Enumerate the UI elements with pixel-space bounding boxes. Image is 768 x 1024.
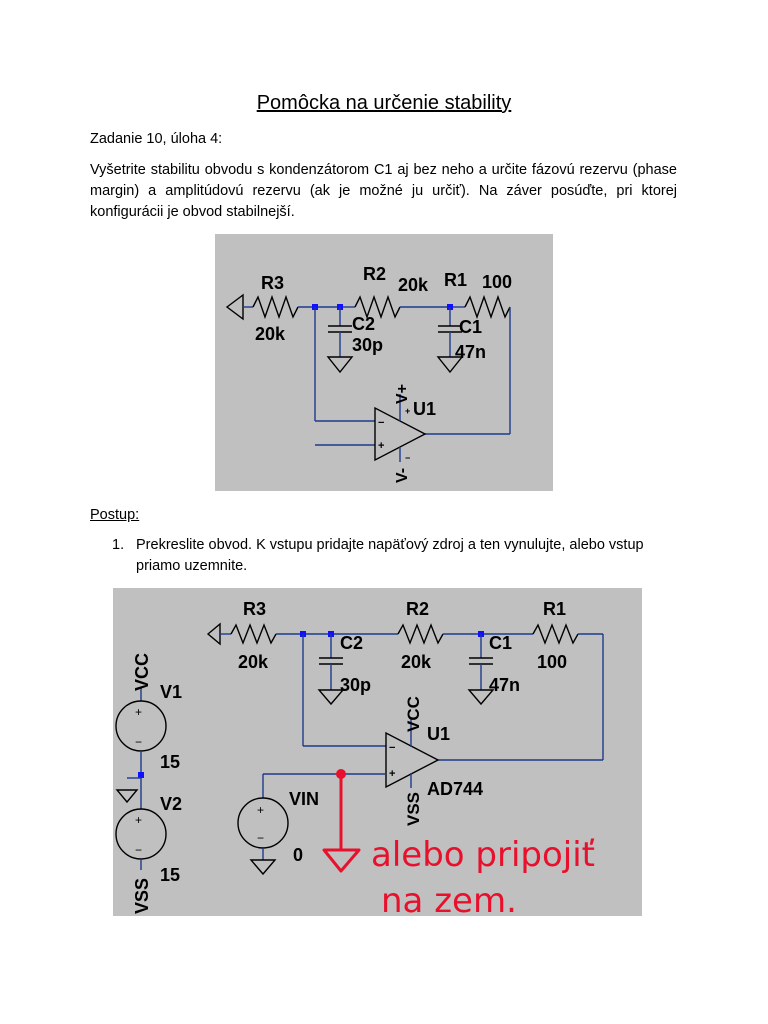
r3-value: 20k [238,652,269,672]
v2-label: V2 [160,794,183,814]
svg-text:−: − [257,831,265,845]
junction-node [138,772,144,778]
r2-resistor [398,625,443,643]
svg-text:+: + [135,705,143,719]
ground-icon [328,357,352,372]
u1-label: U1 [413,399,437,419]
svg-text:+: + [389,768,396,780]
opamp-vss-label: VSS [404,791,423,826]
svg-text:+: + [405,406,411,416]
v1-label: V1 [160,682,183,702]
circuit-figure-original [215,234,553,491]
svg-text:−: − [135,843,143,857]
svg-text:+: + [257,803,265,817]
r2-label: R2 [363,264,387,284]
svg-text:−: − [135,735,143,749]
part-label: AD744 [427,779,484,799]
v1-value: 15 [160,752,181,772]
step-number: 1. [112,537,125,553]
r2-value: 20k [401,652,432,672]
svg-text:+: + [378,440,385,452]
svg-text:+: + [135,813,143,827]
c2-value: 30p [340,675,372,695]
procedure-heading: Postup: [90,507,140,523]
r3-resistor [231,625,276,643]
r1-label: R1 [543,599,567,619]
handwritten-note-line1: alebo pripojiť [371,835,596,875]
r1-value: 100 [537,652,568,672]
handwritten-dot [336,769,346,779]
c2-value: 30p [352,335,384,355]
ground-icon [251,860,275,874]
c1-label: C1 [489,633,513,653]
vcc-rail-label: VCC [132,652,152,691]
svg-text:−: − [389,742,396,754]
assignment-line: Zadanie 10, úloha 4: [90,131,223,147]
c1-value: 47n [455,342,487,362]
r1-resistor [533,625,578,643]
ground-icon [117,790,137,802]
opamp-vcc-label: VCC [404,696,423,732]
r2-value: 20k [398,275,429,295]
u1-label: U1 [427,724,451,744]
r1-label: R1 [444,270,468,290]
step-text: Prekreslite obvod. K vstupu pridajte napäťový zdroj a ten vynulujte, alebo vstup priamo uzemnite. [136,537,644,574]
vplus-label: V+ [394,383,411,404]
handwritten-note-line2: na zem. [381,881,517,916]
input-flag-icon [227,295,243,319]
handwritten-ground-icon [324,850,359,871]
svg-text:−: − [378,417,385,429]
r3-value: 20k [255,324,286,344]
vss-rail-label: VSS [132,877,152,914]
r3-resistor [253,297,298,317]
svg-text:−: − [405,453,411,463]
r1-value: 100 [482,272,513,292]
c2-label: C2 [352,314,376,334]
input-flag-icon [208,624,220,644]
r2-label: R2 [406,599,430,619]
c1-value: 47n [489,675,521,695]
r1-resistor [465,297,510,317]
vminus-label: V- [394,467,411,483]
r3-label: R3 [243,599,267,619]
vin-label: VIN [289,789,320,809]
instructions-paragraph: Vyšetrite stabilitu obvodu s kondenzátorom C1 aj bez neho a určite fázovú rezervu (phase margin) a amplitúdovú rezervu (ak je možné ju určiť). Na záver posúďte, pri ktorej konfigurácii je obvod stabilnejší. [90,162,677,220]
c2-label: C2 [340,633,364,653]
c1-label: C1 [459,317,483,337]
circuit-figure-redrawn [113,588,642,916]
v2-value: 15 [160,865,181,885]
r3-label: R3 [261,273,285,293]
vin-value: 0 [293,845,304,865]
page-title: Pomôcka na určenie stability [256,92,512,114]
